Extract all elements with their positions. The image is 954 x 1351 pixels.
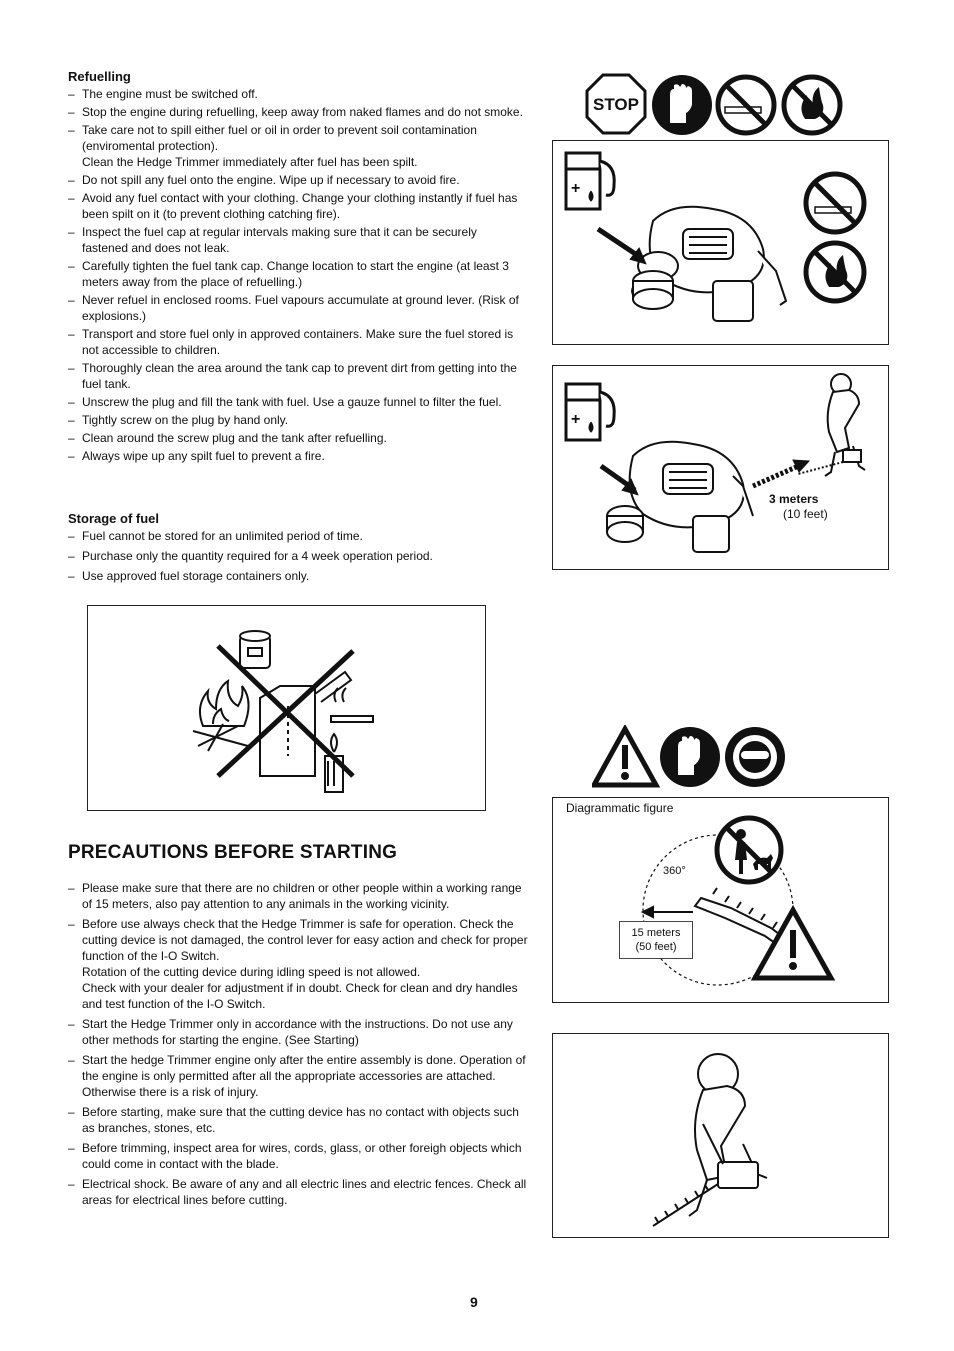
refuelling-section xyxy=(68,69,523,466)
storage-item: – Purchase only the quantity required for a 4 week operation period. xyxy=(68,548,523,564)
precautions-item: – Before starting, make sure that the cutting device has no contact with objects such as branches, stones, etc. xyxy=(68,1104,528,1136)
refuelling-item: – The engine must be switched off. xyxy=(68,86,523,102)
refuelling-item: – Carefully tighten the fuel tank cap. Change location to start the engine (at least 3 meters away from the place of refuelling.) xyxy=(68,258,523,290)
degrees-label: 360° xyxy=(663,865,686,877)
hedge-blade-icon xyxy=(653,1184,718,1226)
refuelling-item: – Always wipe up any spilt fuel to prevent a fire. xyxy=(68,448,523,464)
fuel-pump-icon xyxy=(566,384,614,440)
no-smoking-icon xyxy=(718,77,774,133)
precautions-item: – Please make sure that there are no children or other people within a working range of 15 meters, also pay attention to any animals in the working vicinity. xyxy=(68,880,528,912)
refuelling-item: – Take care not to spill either fuel or oil in order to prevent soil contamination (enviromental protection). Clean the Hedge Trimmer immediately after fuel has been spilt. xyxy=(68,122,523,170)
storage-heading: Storage of fuel xyxy=(68,511,160,526)
precautions-section xyxy=(68,842,528,1212)
precautions-item: – Start the Hedge Trimmer only in accordance with the instructions. Do not use any other methods for starting the engine. (See Starting) xyxy=(68,1016,528,1048)
warning-triangle-icon xyxy=(594,729,656,785)
fuel-cap-icon xyxy=(633,271,673,309)
working-range-figure xyxy=(552,797,889,1003)
storage-item: – Fuel cannot be stored for an unlimited period of time. xyxy=(68,528,523,544)
no-open-flame-icon-small xyxy=(806,243,864,301)
warning-triangle-icon xyxy=(755,910,831,978)
refuelling-item: – Avoid any fuel contact with your clothing. Change your clothing instantly if fuel has been spilt on it (to prevent clothing catching fire). xyxy=(68,190,523,222)
precautions-item: – Before use always check that the Hedge Trimmer is safe for operation. Check the cutting device is not damaged, the control lever for easy action and check for proper function of the I-O Switch. Rotation of the cutting device during idling speed is not allowed. Check with your dealer for adjustment if in doubt. Check for clean and dry handles and test function of the I-O Switch. xyxy=(68,916,528,1012)
fuel-pump-icon xyxy=(566,153,614,209)
refuelling-item: – Clean around the screw plug and the tank after refuelling. xyxy=(68,430,523,446)
gloves-icon xyxy=(652,75,712,135)
precautions-item: – Before trimming, inspect area for wires, cords, glass, or other foreigh objects which could come in contact with the blade. xyxy=(68,1140,528,1172)
precautions-list xyxy=(68,880,528,1208)
refuelling-item: – Inspect the fuel cap at regular intervals making sure that it can be securely fastened and does not leak. xyxy=(68,224,523,256)
fifty-feet-label: (50 feet) xyxy=(635,941,677,953)
svg-text:+: + xyxy=(571,180,581,197)
precautions-item: – Electrical shock. Be aware of any and all electric lines and electric fences. Check all areas for electrical lines before cutting. xyxy=(68,1176,528,1208)
no-open-flame-icon xyxy=(784,77,840,133)
storage-section xyxy=(68,511,523,588)
refuel-engine-figure xyxy=(552,140,889,345)
distance-arrow-icon xyxy=(753,460,809,486)
refuelling-item: – Unscrew the plug and fill the tank with fuel. Use a gauze funnel to filter the fuel. xyxy=(68,394,523,410)
refuelling-item: – Do not spill any fuel onto the engine. Wipe up if necessary to avoid fire. xyxy=(68,172,523,188)
fire-hazard-figure xyxy=(87,605,486,811)
storage-item: – Use approved fuel storage containers only. xyxy=(68,568,523,584)
no-smoking-icon-small xyxy=(806,174,864,232)
refuelling-item: – Never refuel in enclosed rooms. Fuel vapours accumulate at ground lever. (Risk of explosions.) xyxy=(68,292,523,324)
operator-figure-icon xyxy=(689,1054,767,1216)
no-people-animals-icon xyxy=(717,818,781,882)
refuelling-item: – Stop the engine during refuelling, keep away from naked flames and do not smoke. xyxy=(68,104,523,120)
refuelling-item: – Tightly screw on the plug by hand only. xyxy=(68,412,523,428)
stop-sign-icon xyxy=(587,75,645,133)
refuelling-list xyxy=(68,86,523,464)
page-number: 9 xyxy=(470,1294,478,1310)
refuelling-heading: Refuelling xyxy=(68,69,131,84)
fire-hazard-illustration xyxy=(88,606,485,810)
pointing-arrow-icon xyxy=(598,229,645,263)
stop-sign-text: STOP xyxy=(593,95,639,114)
gloves-icon xyxy=(660,727,720,787)
refuel-distance-figure xyxy=(552,365,889,570)
range-label-box xyxy=(619,921,693,959)
svg-text:+: + xyxy=(571,411,581,428)
refuelling-item: – Transport and store fuel only in approved containers. Make sure the fuel stored is not accessible to children. xyxy=(68,326,523,358)
storage-list xyxy=(68,528,523,584)
ten-feet-label: (10 feet) xyxy=(783,507,828,521)
precautions-item: – Start the hedge Trimmer engine only after the entire assembly is done. Operation of the engine is only permitted after all the appropriate accessories are attached. Otherwise there is a risk of injury. xyxy=(68,1052,528,1100)
operator-trimming-figure xyxy=(552,1033,889,1238)
precautions-heading: PRECAUTIONS BEFORE STARTING xyxy=(68,842,398,863)
operator-trimming-illustration xyxy=(553,1034,888,1237)
left-arrow-icon xyxy=(643,907,693,917)
three-meters-label: 3 meters xyxy=(769,492,819,506)
diagram-caption: Diagrammatic figure xyxy=(566,801,674,815)
hedge-trimmer-engine-icon xyxy=(607,442,753,552)
refuel-safety-icons xyxy=(585,73,847,137)
fifteen-meters-label: 15 meters xyxy=(631,927,681,939)
precaution-safety-icons xyxy=(592,725,788,789)
refuelling-item: – Thoroughly clean the area around the tank cap to prevent dirt from getting into the fuel tank. xyxy=(68,360,523,392)
cigarette-icon xyxy=(331,688,373,722)
campfire-icon xyxy=(193,681,249,751)
lantern-icon xyxy=(240,631,270,668)
eye-ear-protection-icon xyxy=(725,727,785,787)
